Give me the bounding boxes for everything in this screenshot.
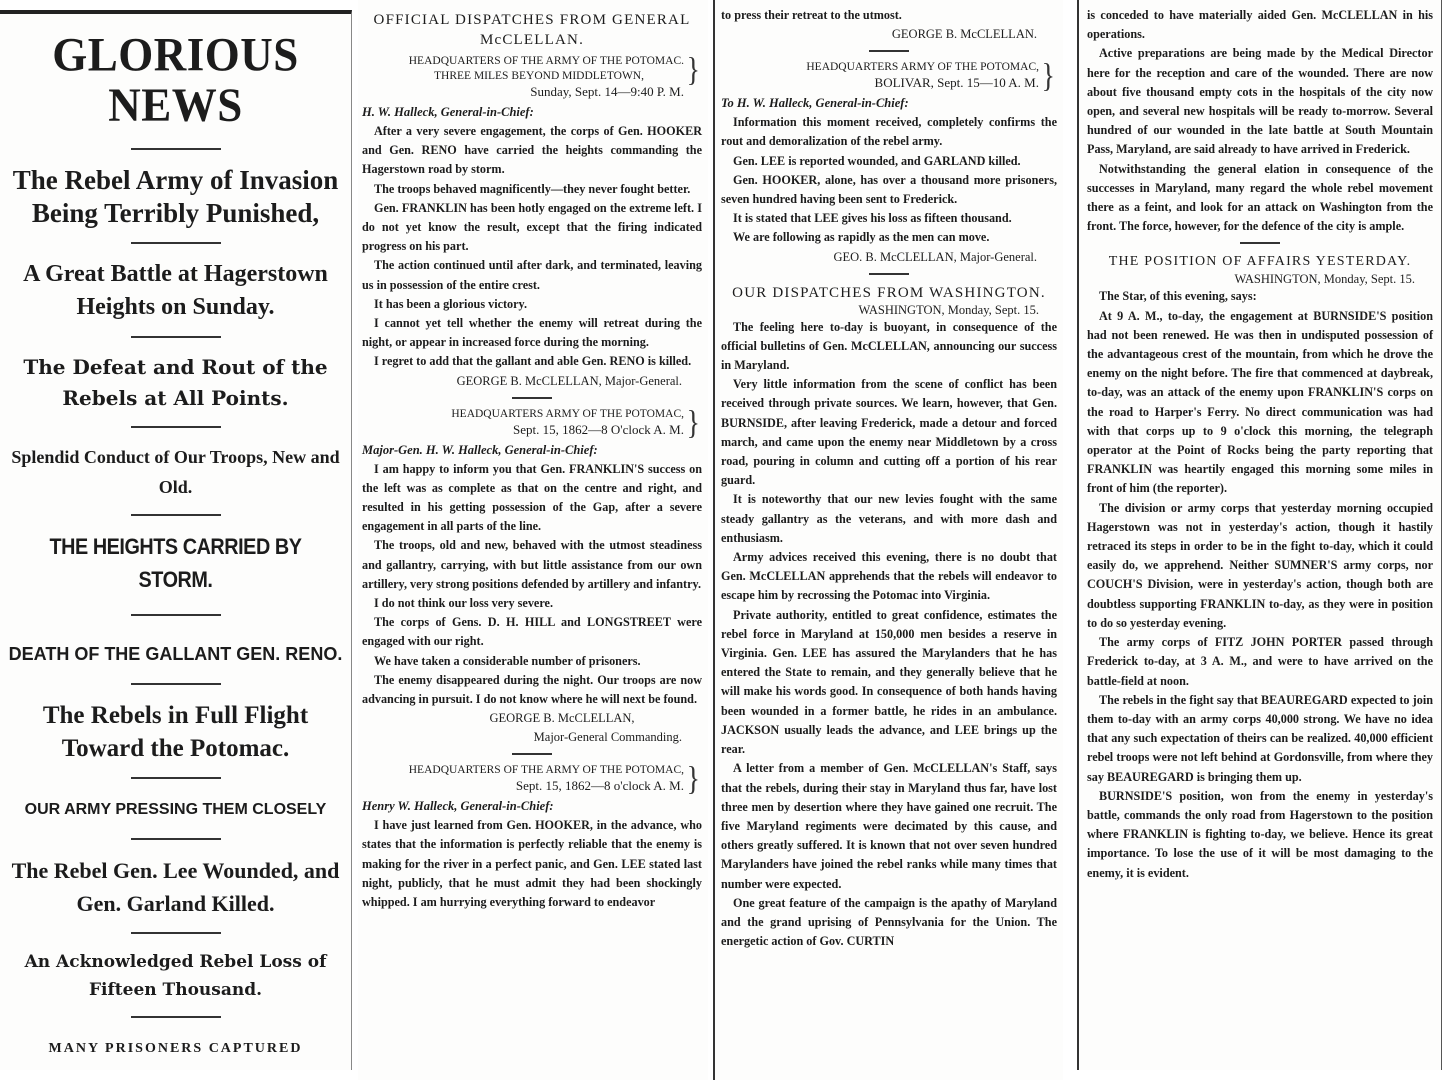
signature: GEORGE B. McCLELLAN.	[891, 27, 1037, 42]
divider	[869, 50, 909, 52]
paragraph: The troops behaved magnificently—they never fought better.	[374, 181, 691, 196]
divider	[131, 336, 221, 338]
divider	[131, 1016, 221, 1018]
headline-3: The Defeat and Rout of the Rebels at All Points.	[23, 355, 328, 410]
divider	[131, 683, 221, 685]
divider	[131, 242, 221, 244]
headline-6: DEATH OF THE GALLANT GEN. RENO.	[8, 644, 343, 664]
paragraph: I do not think our loss very severe.	[374, 596, 553, 611]
paragraph: It is noteworthy that our new levies fought with the same steady gallantry as the veterans, and with more dash and enthusiasm.	[721, 492, 1057, 545]
headquarters-dateline: HEADQUARTERS OF THE ARMY OF THE POTOMAC, Sept. 15, 1862—8 o'clock A. M. }	[362, 763, 702, 793]
paragraph: The feeling here to-day is buoyant, in consequence of the official bulletins of Gen. McCLELLAN, announcing our success in Maryland.	[721, 319, 1057, 373]
headline-4: Splendid Conduct of Our Troops, New and Old.	[11, 447, 340, 497]
headquarters-dateline: HEADQUARTERS ARMY OF THE POTOMAC, Sept. 15, 1862—8 O'clock A. M. }	[362, 407, 702, 437]
paragraph: Active preparations are being made by the Medical Director here for the reception and care of the wounded. There are now about five thousand empty cots in the hospitals of the city now open, and several new hospitals will be ready to-morrow. Several hundred of our wounded in the late battle at South Mountain Pass, Maryland, are said already to have arrived in Frederick.	[1087, 46, 1433, 157]
paragraph: Army advices received this evening, there is no doubt that Gen. McCLELLAN apprehends that the rebels will endeavor to escape him by recrossing the Potomac into Virginia.	[721, 550, 1057, 603]
paragraph: Information this moment received, completely confirms the rout and demoralization of the rebel army.	[721, 115, 1057, 149]
signature: GEO. B. McCLELLAN, Major-General.	[833, 249, 1037, 264]
paragraph: Notwithstanding the general elation in consequence of the successes in Maryland, many regard the whole rebel movement there as a feint, and look for an attack on Washington from the front. The force, however, for the defence of the city is ample.	[1087, 161, 1433, 234]
headline-5: THE HEIGHTS CARRIED BY STORM.	[49, 534, 302, 592]
paragraph: One great feature of the campaign is the apathy of Maryland and the grand uprising of Pennsylvania for the Union. The energetic action of Gov. CURTIN	[721, 895, 1057, 949]
headline-1: The Rebel Army of Invasion Being Terribly Punished,	[12, 165, 339, 228]
headquarters-dateline: HEADQUARTERS OF THE ARMY OF THE POTOMAC. THREE MILES BEYOND MIDDLETOWN, Sunday, Sept. 14—9:40 P. M. }	[362, 54, 702, 99]
paragraph: It has been a glorious victory.	[374, 296, 528, 311]
divider	[131, 426, 221, 428]
continued-text: to press their retreat to the utmost.	[721, 8, 902, 22]
paragraph: Gen. FRANKLIN has been hotly engaged on the extreme left. I do not yet know the result, except that the firing indicated progress on his part.	[362, 200, 702, 254]
dispatch-column-2	[713, 0, 1063, 1080]
headquarters-dateline: HEADQUARTERS ARMY OF THE POTOMAC, BOLIVAR, Sept. 15—10 A. M. }	[721, 60, 1057, 90]
divider	[131, 148, 221, 150]
intro: The Star, of this evening, says:	[1099, 289, 1257, 304]
headline-2: A Great Battle at Hagerstown Heights on Sunday.	[23, 261, 328, 320]
headline-11: MANY PRISONERS CAPTURED	[48, 1041, 303, 1056]
headline-column	[0, 10, 352, 1070]
paragraph: A letter from a member of Gen. McCLELLAN's Staff, says that the rebels, during their stay in Maryland thus far, have lost three men by desertion where they have gained one recruit. The five Maryland regiments were decimated by this cause, and others greatly suffered. It is known that not over seven hundred Marylanders have joined the rebel ranks while many times that number were expected.	[721, 761, 1057, 891]
divider	[131, 514, 221, 516]
headline-10: An Acknowledged Rebel Loss of Fifteen Thousand.	[24, 952, 327, 1000]
section-title: OUR DISPATCHES FROM WASHINGTON.	[732, 284, 1046, 301]
paragraph: The enemy disappeared during the night. Our troops are now advancing in pursuit. I do not know where he will next be found.	[362, 672, 702, 707]
paragraph: After a very severe engagement, the corps of Gen. HOOKER and Gen. RENO have carried the heights commanding the Hagerstown road by storm.	[362, 124, 702, 177]
paragraph: I regret to add that the gallant and able Gen. RENO is killed.	[374, 354, 692, 369]
paragraph: The army corps of FITZ JOHN PORTER passed through Frederick to-day, at 3 A. M., and were to have arrived on the battle-field at noon.	[1087, 635, 1433, 688]
dateline: WASHINGTON, Monday, Sept. 15.	[858, 302, 1039, 317]
headline-7: The Rebels in Full Flight Toward the Potomac.	[42, 702, 309, 762]
divider	[131, 614, 221, 616]
divider	[512, 753, 552, 755]
paragraph: We have taken a considerable number of prisoners.	[374, 653, 641, 668]
divider	[1240, 242, 1280, 244]
salutation: To H. W. Halleck, General-in-Chief:	[721, 96, 909, 111]
masthead: GLORIOUS NEWS	[52, 28, 299, 132]
paragraph: BURNSIDE'S position, won from the enemy in yesterday's battle, commands the only road from Hagerstown to the position where FRANKLIN is fighting to-day, we believe. Hence its great importance. To lose the use of it will be most damaging to the enemy, it is evident.	[1087, 788, 1433, 880]
section-title: THE POSITION OF AFFAIRS YESTERDAY.	[1108, 254, 1412, 270]
divider	[131, 932, 221, 934]
paragraph: I am happy to inform you that Gen. FRANKLIN'S success on the left was as complete as that on the centre and right, and resulted in his getting possession of the Gap, after a severe engagement in all parts of the line.	[362, 461, 702, 534]
paragraph: Private authority, entitled to great confidence, estimates the rebel force in Maryland at 150,000 men besides a reserve in Virginia. Gen. LEE has assured the Marylanders that he has entered the State to remain, and they generally believe that he will make his words good. In consequence of both hands having been wounded in a former battle, he rides in an ambulance. JACKSON usually leads the advance, and LEE brings up the rear.	[721, 607, 1057, 757]
continued-text: is conceded to have materially aided Gen. McCLELLAN in his operations.	[1087, 8, 1433, 42]
dispatch-column-1	[358, 0, 708, 1080]
headline-9: The Rebel Gen. Lee Wounded, and Gen. Garland Killed.	[11, 858, 340, 916]
divider	[131, 777, 221, 779]
paragraph: It is stated that LEE gives his loss as fifteen thousand.	[733, 211, 1012, 226]
salutation: Major-Gen. H. W. Halleck, General-in-Chief:	[362, 442, 598, 457]
paragraph: We are following as rapidly as the men can move.	[733, 230, 990, 245]
signature-name: GEORGE B. McCLELLAN,	[489, 711, 635, 726]
paragraph: The division or army corps that yesterday morning occupied Hagerstown was not in yesterday's action, though it hastily retraced its steps in order to be in the fight to-day, which it could easily do, we apprehend. Neither SUMNER'S army corps, nor COUCH'S Division, were in yesterday's action, though both are doubtless supporting FRANKLIN to-day, as they were in position to do so yesterday evening.	[1087, 500, 1433, 630]
paragraph: The action continued until after dark, and terminated, leaving us in possession of the entire crest.	[362, 258, 702, 292]
divider	[869, 273, 909, 275]
signature-title: Major-General Commanding.	[533, 730, 682, 745]
paragraph: Gen. LEE is reported wounded, and GARLAND killed.	[733, 153, 1021, 168]
divider	[131, 838, 221, 840]
paragraph: At 9 A. M., to-day, the engagement at BURNSIDE'S position had not been renewed. He was then in undisputed possession of the advantageous crest of the mountain, from which he drove the enemy on the night before. The fire that commenced at daybreak, to-day, was an attack of the enemy upon FRANKLIN'S corps on the road to Harper's Ferry. No direct communication was had with that corps up to 9 o'clock this morning, the telegraph operator at the Point of Rocks being the party reporting that FRANKLIN was heartily engaged this morning some miles in front of him (the reporter).	[1087, 308, 1433, 496]
paragraph: I cannot yet tell whether the enemy will retreat during the night, or appear in increased force during the morning.	[362, 316, 702, 350]
paragraph: The troops, old and new, behaved with the utmost steadiness and gallantry, carrying, with but little assistance from our own artillery, very strong positions defended by artillery and infantry.	[362, 538, 702, 591]
divider	[512, 397, 552, 399]
paragraph: Very little information from the scene of conflict has been received through private sources. We learn, however, that Gen. BURNSIDE, after leaving Frederick, made a detour and forced march, and came upon the enemy near Middletown by a cross road, pouring in column and cutting off a portion of his rear guard.	[721, 377, 1057, 488]
salutation: Henry W. Halleck, General-in-Chief:	[362, 799, 554, 814]
paragraph: Gen. HOOKER, alone, has over a thousand more prisoners, seven hundred having been sent to Frederick.	[721, 172, 1057, 207]
salutation: H. W. Halleck, General-in-Chief:	[362, 105, 534, 119]
paragraph: The corps of Gens. D. H. HILL and LONGSTREET were engaged with our right.	[362, 615, 702, 649]
dateline: WASHINGTON, Monday, Sept. 15.	[1234, 272, 1415, 287]
paragraph: I have just learned from Gen. HOOKER, in the advance, who states that the information is perfectly reliable that the enemy is making for the river in a perfect panic, and Gen. LEE stated last night, publicly, that he must admit they had been shockingly whipped. I am hurrying everything forward to endeavor	[362, 818, 702, 910]
signature: GEORGE B. McCLELLAN, Major-General.	[456, 373, 682, 388]
paragraph: The rebels in the fight say that BEAUREGARD expected to join them to-day with an army corps 40,000 strong. We have no idea that any such expectation of theirs can be realized. 40,000 efficient rebel troops were not left behind at Gordonsville, from where they say BEAUREGARD is bringing them up.	[1087, 692, 1433, 784]
dispatch-column-3	[1077, 0, 1442, 1070]
headline-8: OUR ARMY PRESSING THEM CLOSELY	[24, 801, 327, 818]
section-title: OFFICIAL DISPATCHES FROM GENERAL McCLELLAN.	[373, 12, 691, 48]
